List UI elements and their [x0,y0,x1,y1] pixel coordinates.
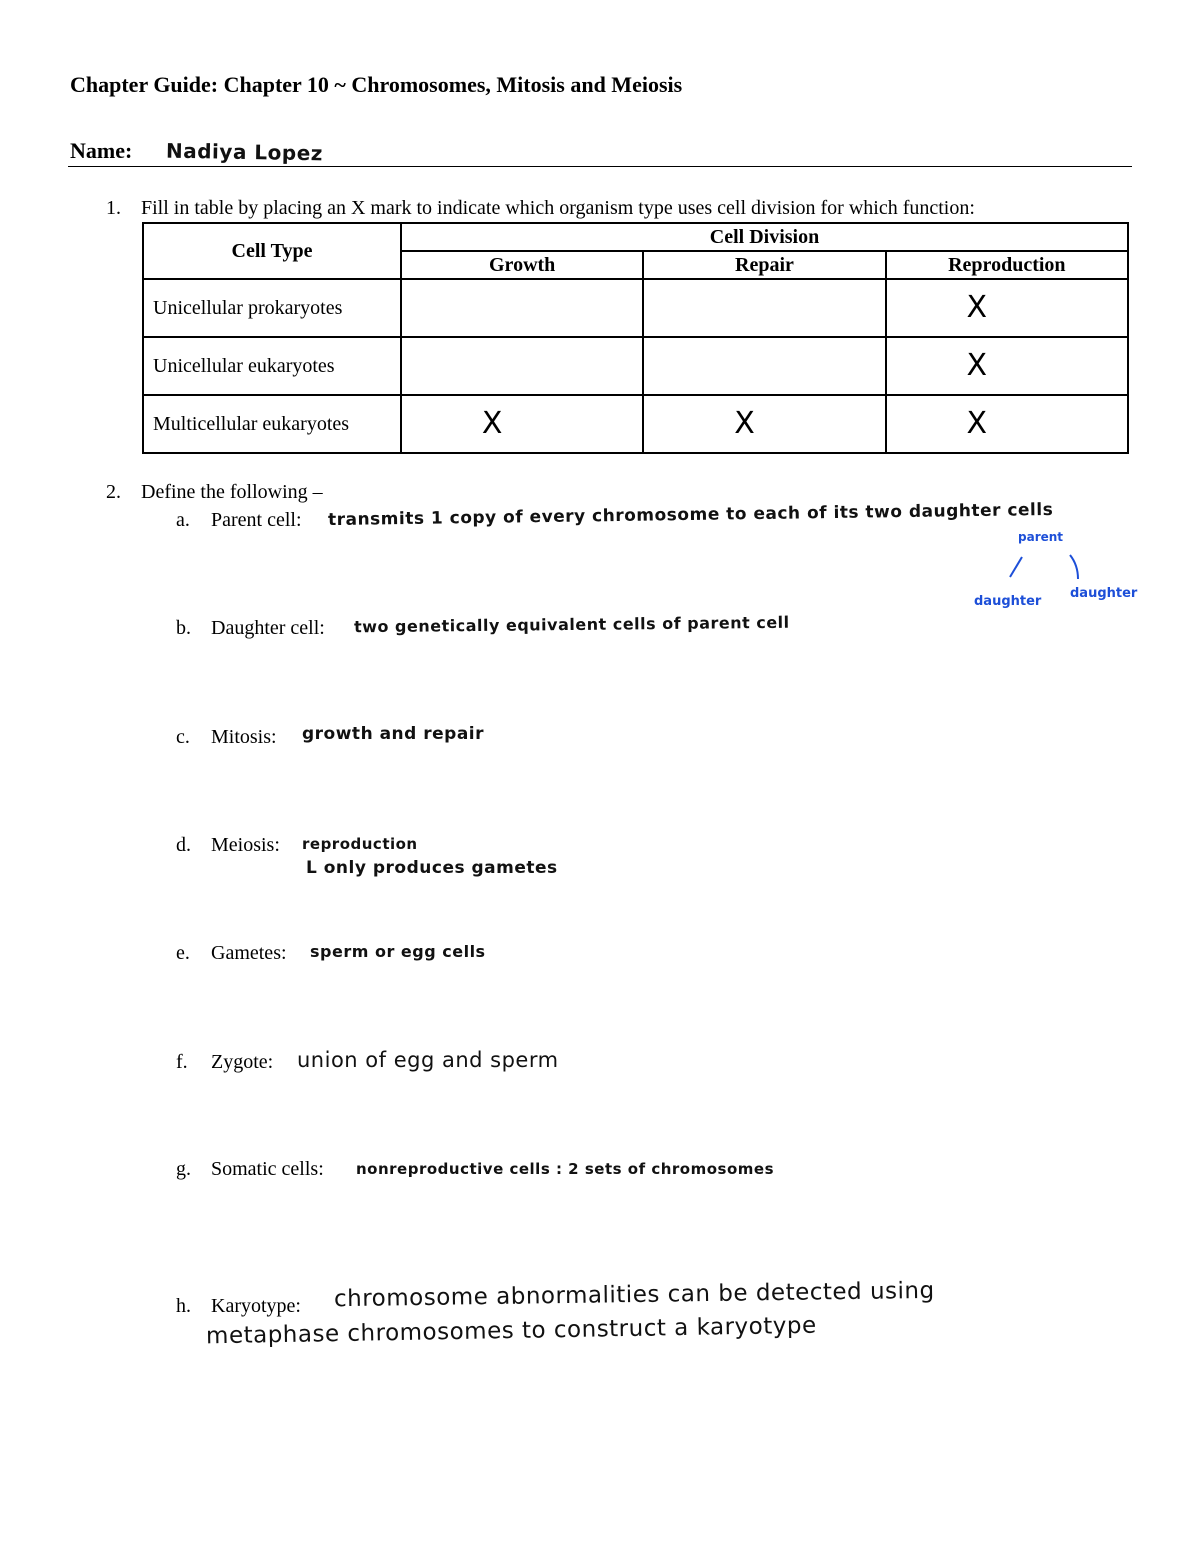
x-mark: X [734,406,755,441]
x-mark: X [966,406,988,441]
item-label: Karyotype: [211,1295,301,1317]
header-growth: Growth [401,251,643,279]
item-letter: d. [176,834,191,856]
question-1-text: Fill in table by placing an X mark to indicate which organism type uses cell division for which function: [141,197,975,219]
item-label: Somatic cells: [211,1158,324,1180]
item-letter: f. [176,1051,188,1073]
diagram-left-daughter-label: daughter [974,594,1042,609]
item-letter: c. [176,726,190,748]
diagram-parent-label: parent [1018,530,1064,544]
cell-reproduction [886,279,1128,337]
row-label: Unicellular eukaryotes [143,337,401,395]
item-letter: h. [176,1295,191,1317]
table-row [143,279,1128,337]
cell-division-table [142,222,1129,454]
answer-parent-cell: transmits 1 copy of every chromosome to each of its two daughter cells [327,499,1054,531]
row-label: Unicellular prokaryotes [143,279,401,337]
question-1-number: 1. [106,197,121,219]
answer-zygote: union of egg and sperm [297,1048,559,1072]
item-label: Daughter cell: [211,617,325,639]
row-label: Multicellular eukaryotes [143,395,401,453]
diagram-right-line [1070,555,1078,579]
item-letter: b. [176,617,191,639]
diagram-left-line [1010,557,1022,577]
item-letter: a. [176,509,190,531]
parent-daughter-diagram [960,525,1150,620]
page-title: Chapter Guide: Chapter 10 ~ Chromosomes, Mitosis and Meiosis [70,72,683,97]
cell-growth [401,337,643,395]
cell-repair [643,395,885,453]
item-label: Parent cell: [211,509,302,531]
answer-somatic-cells: nonreproductive cells : 2 sets of chromosomes [356,1160,774,1178]
cell-repair [643,279,885,337]
cell-reproduction [886,337,1128,395]
header-repair: Repair [643,251,885,279]
cell-reproduction [886,395,1128,453]
cell-growth [401,395,643,453]
name-value: Nadiya Lopez [165,138,324,166]
x-mark: X [481,406,503,441]
header-cell-type: Cell Type [143,223,401,279]
item-label: Zygote: [211,1051,274,1073]
table-row [143,337,1128,395]
diagram-right-daughter-label: daughter [1070,586,1138,601]
name-label: Name: [70,138,133,163]
answer-daughter-cell: two genetically equivalent cells of parent cell [353,612,790,637]
x-mark: X [966,290,988,325]
answer-karyotype-line2: metaphase chromosomes to construct a karyotype [205,1312,817,1350]
question-2-number: 2. [106,481,121,503]
header-reproduction: Reproduction [886,251,1128,279]
cell-repair [643,337,885,395]
name-underline [68,166,1132,167]
header-cell-division: Cell Division [401,223,1128,251]
item-letter: g. [176,1158,191,1180]
x-mark: X [966,348,988,383]
question-2-text: Define the following – [141,481,323,503]
table-row [143,395,1128,453]
cell-growth [401,279,643,337]
answer-gametes: sperm or egg cells [310,942,486,961]
answer-meiosis-note: L only produces gametes [306,858,558,878]
item-label: Gametes: [211,942,287,964]
item-label: Mitosis: [211,726,277,748]
item-letter: e. [176,942,190,964]
item-label: Meiosis: [211,834,280,856]
answer-mitosis: growth and repair [302,724,485,744]
answer-meiosis: reproduction [302,835,418,853]
answer-karyotype: chromosome abnormalities can be detected using [333,1277,935,1313]
